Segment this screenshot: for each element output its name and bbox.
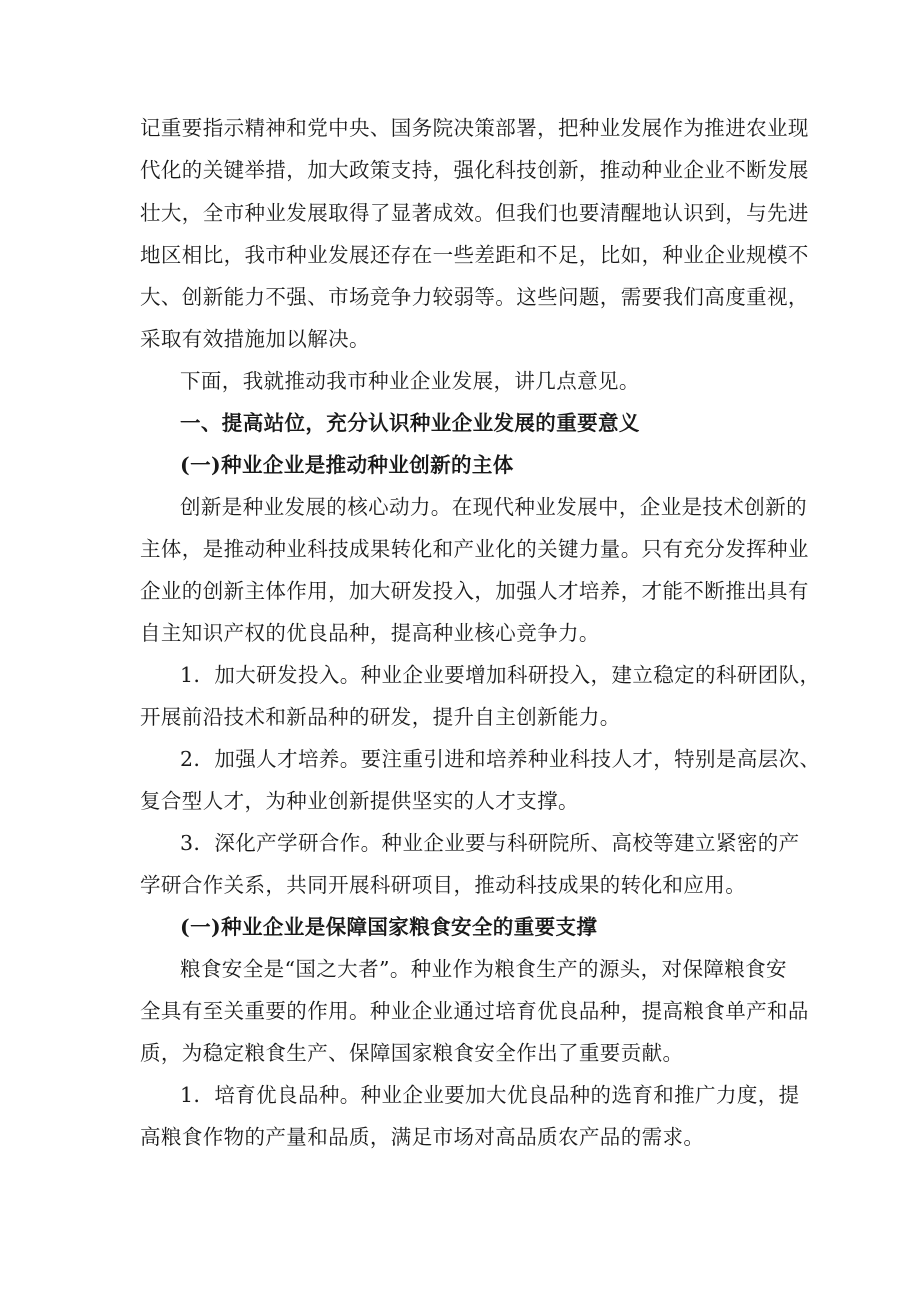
body-text-line: 下面，我就推动我市种业企业发展，讲几点意见。 — [180, 369, 640, 393]
list-item-line: 开展前沿技术和新品种的研发，提升自主创新能力。 — [140, 705, 621, 729]
body-text-line: 粮食安全是“国之大者”。种业作为粮食生产的源头，对保障粮食安 — [180, 957, 787, 981]
body-text-line: 代化的关键举措，加大政策支持，强化科技创新，推动种业企业不断发展 — [140, 158, 809, 182]
body-text-line: 创新是种业发展的核心动力。在现代种业发展中，企业是技术创新的 — [180, 495, 807, 519]
section-heading: 一、提高站位，充分认识种业企业发展的重要意义 — [180, 411, 640, 435]
list-item-line: 高粮食作物的产量和品质，满足市场对高品质农产品的需求。 — [140, 1125, 705, 1149]
list-item-line: 1．加大研发投入。种业企业要增加科研投入，建立稳定的科研团队， — [180, 663, 821, 687]
list-item-line: 学研合作关系，共同开展科研项目，推动科技成果的转化和应用。 — [140, 873, 747, 897]
body-text-line: 壮大，全市种业发展取得了显著成效。但我们也要清醒地认识到，与先进 — [140, 201, 809, 225]
list-item-line: 3．深化产学研合作。种业企业要与科研院所、高校等建立紧密的产 — [180, 831, 800, 855]
body-text-line: 主体，是推动种业科技成果转化和产业化的关键力量。只有充分发挥种业 — [140, 537, 809, 561]
body-text-line: 采取有效措施加以解决。 — [140, 327, 370, 351]
list-item-line: 2．加强人才培养。要注重引进和培养种业科技人才，特别是高层次、 — [180, 747, 821, 771]
subsection-heading: (一)种业企业是推动种业创新的主体 — [180, 453, 514, 477]
list-item-line: 1．培育优良品种。种业企业要加大优良品种的选育和推广力度，提 — [180, 1083, 800, 1107]
subsection-heading: (一)种业企业是保障国家粮食安全的重要支撑 — [180, 915, 598, 939]
list-item-line: 复合型人才，为种业创新提供坚实的人才支撑。 — [140, 789, 579, 813]
body-text-line: 大、创新能力不强、市场竞争力较弱等。这些问题，需要我们高度重视， — [140, 285, 809, 309]
body-text-line: 记重要指示精神和党中央、国务院决策部署，把种业发展作为推进农业现 — [140, 116, 809, 140]
body-text-line: 全具有至关重要的作用。种业企业通过培育优良品种，提高粮食单产和品 — [140, 999, 809, 1023]
body-text-line: 自主知识产权的优良品种，提高种业核心竞争力。 — [140, 621, 600, 645]
body-text-line: 地区相比，我市种业发展还存在一些差距和不足，比如，种业企业规模不 — [140, 243, 809, 267]
body-text-line: 企业的创新主体作用，加大研发投入，加强人才培养，才能不断推出具有 — [140, 579, 809, 603]
body-text-line: 质，为稳定粮食生产、保障国家粮食安全作出了重要贡献。 — [140, 1041, 684, 1065]
